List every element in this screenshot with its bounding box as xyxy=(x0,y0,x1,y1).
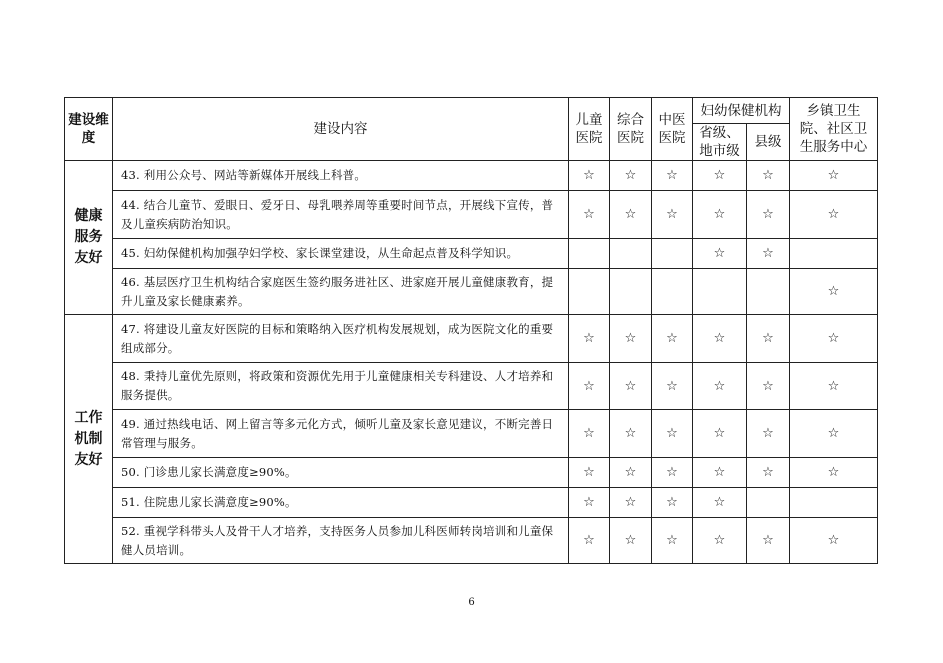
header-mch-county: 县级 xyxy=(747,124,790,161)
star-mark-cell: ☆ xyxy=(693,518,747,564)
star-mark-cell: ☆ xyxy=(610,363,652,410)
content-cell: 44. 结合儿童节、爱眼日、爱牙日、母乳喂养周等重要时间节点，开展线下宣传，普及儿童疾病防治知识。 xyxy=(113,191,569,239)
content-cell: 49. 通过热线电话、网上留言等多元化方式，倾听儿童及家长意见建议，不断完善日常管理与服务。 xyxy=(113,410,569,458)
star-mark-cell: ☆ xyxy=(790,410,878,458)
table-row xyxy=(65,161,878,191)
star-mark-cell: ☆ xyxy=(747,191,790,239)
star-mark-cell xyxy=(569,269,610,315)
star-mark-cell: ☆ xyxy=(610,410,652,458)
header-mch-group: 妇幼保健机构 xyxy=(693,98,790,124)
star-mark-cell: ☆ xyxy=(747,161,790,191)
dimension-label: 工作机制友好 xyxy=(74,409,103,468)
star-mark-cell xyxy=(610,239,652,269)
table-row xyxy=(65,410,878,458)
star-mark-cell: ☆ xyxy=(790,315,878,363)
star-mark-cell: ☆ xyxy=(610,161,652,191)
table-header xyxy=(65,98,878,161)
star-mark-cell: ☆ xyxy=(790,161,878,191)
star-mark-cell: ☆ xyxy=(747,410,790,458)
table-row xyxy=(65,458,878,488)
star-mark-cell: ☆ xyxy=(652,518,693,564)
star-mark-cell: ☆ xyxy=(610,488,652,518)
star-mark-cell: ☆ xyxy=(569,315,610,363)
table-body xyxy=(65,161,878,564)
content-cell: 46. 基层医疗卫生机构结合家庭医生签约服务进社区、进家庭开展儿童健康教育，提升儿童及家长健康素养。 xyxy=(113,269,569,315)
star-mark-cell xyxy=(652,269,693,315)
star-mark-cell: ☆ xyxy=(693,161,747,191)
star-mark-cell: ☆ xyxy=(569,363,610,410)
star-mark-cell: ☆ xyxy=(693,315,747,363)
content-cell: 51. 住院患儿家长满意度≥90%。 xyxy=(113,488,569,518)
star-mark-cell: ☆ xyxy=(652,315,693,363)
standards-table-sheet xyxy=(64,97,877,564)
star-mark-cell: ☆ xyxy=(790,458,878,488)
table-row xyxy=(65,239,878,269)
star-mark-cell: ☆ xyxy=(693,363,747,410)
star-mark-cell: ☆ xyxy=(790,518,878,564)
star-mark-cell: ☆ xyxy=(693,239,747,269)
content-cell: 43. 利用公众号、网站等新媒体开展线上科普。 xyxy=(113,161,569,191)
table-row xyxy=(65,269,878,315)
dimension-cell xyxy=(65,161,113,315)
star-mark-cell: ☆ xyxy=(569,191,610,239)
star-mark-cell: ☆ xyxy=(610,518,652,564)
star-mark-cell: ☆ xyxy=(693,410,747,458)
table-row xyxy=(65,315,878,363)
star-mark-cell: ☆ xyxy=(790,269,878,315)
star-mark-cell: ☆ xyxy=(610,191,652,239)
star-mark-cell: ☆ xyxy=(747,239,790,269)
header-general-hospital: 综合医院 xyxy=(610,98,652,161)
star-mark-cell xyxy=(747,269,790,315)
content-cell: 52. 重视学科带头人及骨干人才培养，支持医务人员参加儿科医师转岗培训和儿童保健人员培训。 xyxy=(113,518,569,564)
header-children-hospital: 儿童医院 xyxy=(569,98,610,161)
star-mark-cell: ☆ xyxy=(652,410,693,458)
header-content: 建设内容 xyxy=(113,98,569,161)
star-mark-cell: ☆ xyxy=(569,410,610,458)
star-mark-cell: ☆ xyxy=(693,458,747,488)
star-mark-cell xyxy=(790,488,878,518)
content-cell: 47. 将建设儿童友好医院的目标和策略纳入医疗机构发展规划，成为医院文化的重要组成部分。 xyxy=(113,315,569,363)
table-row xyxy=(65,191,878,239)
star-mark-cell xyxy=(790,239,878,269)
header-dimension: 建设维度 xyxy=(65,98,113,161)
star-mark-cell: ☆ xyxy=(693,488,747,518)
dimension-cell xyxy=(65,315,113,564)
star-mark-cell: ☆ xyxy=(569,458,610,488)
header-township: 乡镇卫生院、社区卫生服务中心 xyxy=(790,98,878,161)
star-mark-cell: ☆ xyxy=(747,315,790,363)
star-mark-cell: ☆ xyxy=(747,458,790,488)
content-cell: 45. 妇幼保健机构加强孕妇学校、家长课堂建设，从生命起点普及科学知识。 xyxy=(113,239,569,269)
star-mark-cell: ☆ xyxy=(569,488,610,518)
star-mark-cell xyxy=(747,488,790,518)
star-mark-cell: ☆ xyxy=(747,363,790,410)
star-mark-cell xyxy=(652,239,693,269)
star-mark-cell: ☆ xyxy=(652,161,693,191)
table-row xyxy=(65,518,878,564)
page-number: 6 xyxy=(468,597,475,608)
dimension-label: 健康服务友好 xyxy=(74,208,103,266)
star-mark-cell: ☆ xyxy=(610,458,652,488)
star-mark-cell xyxy=(569,239,610,269)
star-mark-cell: ☆ xyxy=(693,191,747,239)
star-mark-cell: ☆ xyxy=(747,518,790,564)
content-cell: 48. 秉持儿童优先原则，将政策和资源优先用于儿童健康相关专科建设、人才培养和服务提供。 xyxy=(113,363,569,410)
table-row xyxy=(65,363,878,410)
content-cell: 50. 门诊患儿家长满意度≥90%。 xyxy=(113,458,569,488)
header-mch-provincial: 省级、地市级 xyxy=(693,124,747,161)
star-mark-cell xyxy=(693,269,747,315)
standards-table xyxy=(64,97,878,564)
star-mark-cell: ☆ xyxy=(610,315,652,363)
table-row xyxy=(65,488,878,518)
star-mark-cell: ☆ xyxy=(790,363,878,410)
header-tcm-hospital: 中医医院 xyxy=(652,98,693,161)
star-mark-cell: ☆ xyxy=(652,363,693,410)
star-mark-cell: ☆ xyxy=(790,191,878,239)
star-mark-cell xyxy=(610,269,652,315)
star-mark-cell: ☆ xyxy=(652,458,693,488)
star-mark-cell: ☆ xyxy=(569,161,610,191)
star-mark-cell: ☆ xyxy=(569,518,610,564)
star-mark-cell: ☆ xyxy=(652,488,693,518)
star-mark-cell: ☆ xyxy=(652,191,693,239)
